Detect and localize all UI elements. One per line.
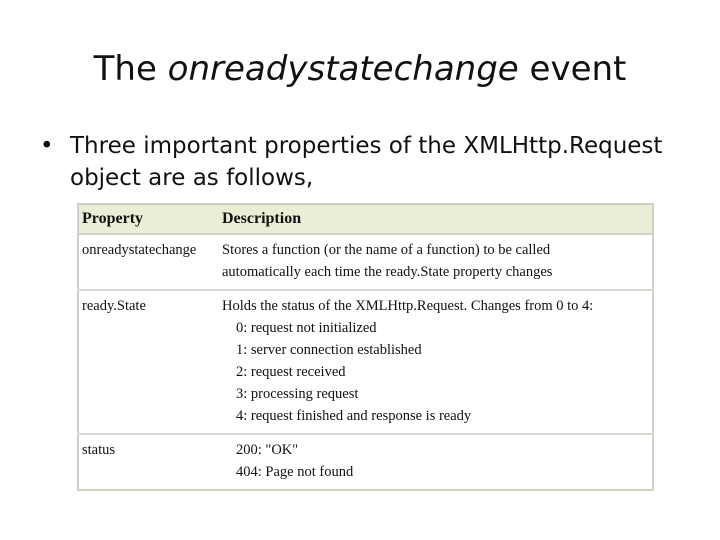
- description-line: Holds the status of the XMLHttp.Request. Changes from 0 to 4:: [222, 298, 594, 314]
- header-property: Property: [78, 204, 219, 234]
- title-prefix: The: [93, 49, 168, 89]
- property-cell: onreadystatechange: [78, 234, 219, 290]
- status-line: 404: Page not found: [236, 464, 354, 480]
- properties-table: [77, 203, 654, 491]
- bullet-item: [40, 130, 690, 194]
- state-line: 4: request finished and response is ready: [236, 408, 472, 424]
- status-line: 200: "OK": [236, 442, 299, 458]
- state-line: 1: server connection established: [236, 342, 422, 358]
- slide-title: [0, 44, 720, 94]
- bullet-dot-icon: •: [40, 133, 54, 159]
- title-suffix: event: [518, 49, 627, 89]
- table-row: [78, 290, 653, 434]
- state-line: 2: request received: [236, 364, 346, 380]
- state-line: 0: request not initialized: [236, 320, 377, 336]
- property-cell: status: [78, 434, 219, 490]
- title-event-name: onreadystatechange: [167, 49, 519, 89]
- description-line: Stores a function (or the name of a function) to be called: [222, 242, 551, 258]
- description-cell: [219, 290, 653, 434]
- property-cell: ready.State: [78, 290, 219, 434]
- table-row: [78, 434, 653, 490]
- bullet-text: Three important properties of the XMLHttp.Request object are as follows,: [70, 133, 663, 191]
- table-row: [78, 234, 653, 290]
- description-line: automatically each time the ready.State property changes: [222, 264, 553, 280]
- table-header-row: [78, 204, 653, 234]
- state-line: 3: processing request: [236, 386, 359, 402]
- description-cell: [219, 434, 653, 490]
- description-cell: [219, 234, 653, 290]
- header-description: Description: [219, 204, 653, 234]
